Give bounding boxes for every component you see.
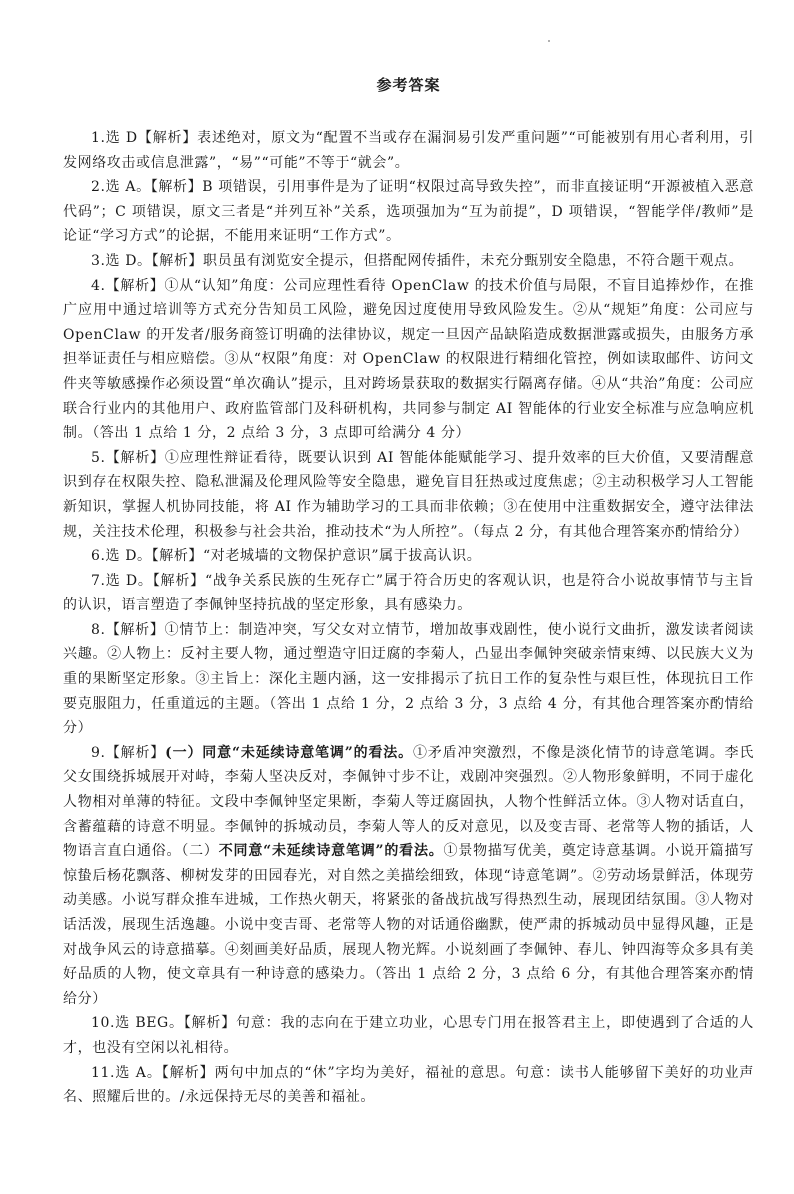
- answer-3: 3.选 D。【解析】职员虽有浏览安全提示，但搭配网传插件，未充分甄别安全隐患，不符合题干观点。: [91, 252, 744, 269]
- answer-9-view-disagree: 不同意“未延续诗意笔调”的看法。: [218, 843, 444, 860]
- answer-6: 6.选 D。【解析】“对老城墙的文物保护意识”属于拔高认识。: [91, 548, 482, 565]
- answer-7: 7.选 D。【解析】“战争关系民族的生死存亡”属于符合历史的客观认识，也是符合小说故事情节与主旨的认识，语言塑造了李佩钟坚持抗战的坚定形象，具有感染力。: [63, 572, 754, 614]
- answer-9-head: 9.【解析】: [91, 744, 166, 761]
- answer-8: 8.【解析】①情节上：制造冲突，写父女对立情节，增加故事戏剧性，使小说行文曲折，激发读者阅读兴趣。②人物上：反衬主要人物，通过塑造守旧迂腐的李菊人，凸显出李佩钟突破亲情束缚、以民族大义为重的果断坚定形象。③主旨上：深化主题内涵，这一安排揭示了抗日工作的复杂性与艰巨性，体现抗日工作要克服阻力，任重道远的主题。（答出 1 点给 1 分，2 点给 3 分，3 点给 4 分，有其他合理答案亦酌情给分）: [63, 621, 754, 737]
- answer-9: [35, 741, 754, 1012]
- answer-11: 11.选 A。【解析】两句中加点的“休”字均为美好，福祉的意思。句意：读书人能够留下美好的功业声名、照耀后世的。/永远保持无尽的美善和福祉。: [63, 1064, 754, 1106]
- page-title: 参考答案: [376, 76, 441, 94]
- scan-speck: [548, 40, 550, 42]
- answer-2: 2.选 A。【解析】B 项错误，引用事件是为了证明“权限过高导致失控”，而非直接证明“开源被植入恶意代码”；C 项错误，原文三者是“并列互补”关系，选项强加为“互为前提”，D 项错误，“智能学伴/教师”是论证“学习方式”的论据，不能用来证明“工作方式”。: [63, 179, 754, 245]
- answer-4: 4.【解析】①从“认知”角度：公司应理性看待 OpenClaw 的技术价值与局限，不盲目追捧炒作，在推广应用中通过培训等方式充分告知员工风险，避免因过度使用导致风险发生。②从“规矩”角度：公司应与 OpenClaw 的开发者/服务商签订明确的法律协议，规定一旦因产品缺陷造成数据泄露或损失，由服务方承担举证责任与相应赔偿。③从“权限”角度：对 OpenClaw 的权限进行精细化管控，例如读取邮件、访问文件夹等敏感操作必须设置“单次确认”提示，且对跨场景获取的数据实行隔离存储。④从“共治”角度：公司应联合行业内的其他用户、政府监管部门及科研机构，共同参与制定 AI 智能体的行业安全标准与应急响应机制。（答出 1 点给 1 分，2 点给 3 分，3 点即可给满分 4 分）: [63, 277, 754, 442]
- answer-10: 10.选 BEG。【解析】句意：我的志向在于建立功业，心思专门用在报答君主上，即使遇到了合适的人才，也没有空闲以礼相待。: [63, 1015, 754, 1056]
- answer-9-view-agree: (一）同意“未延续诗意笔调”的看法。: [165, 744, 413, 761]
- answer-9-points-disagree: ①景物描写优美，奠定诗意基调。小说开篇描写惊蛰后杨花飘落、柳树发芽的田园春光，对自然之美描绘细致，体现“诗意笔调”。②劳动场景鲜活，体现劳动美感。小说写群众推车进城，工作热火朝天，将紧张的备战抗战写得热烈生动，展现团结氛围。③人物对话活泼，展现生活逸趣。小说中变吉哥、老常等人物的对话通俗幽默，使严肃的拆城动员中显得风趣，正是对战争风云的诗意描摹。④刻画美好品质，展现人物光辉。小说刻画了李佩钟、春儿、钟四海等众多具有美好品质的人物，使文章具有一种诗意的感染力。（答出 1 点给 2 分，3 点给 6 分，有其他合理答案亦酌情给分）: [63, 843, 754, 1007]
- answer-9-points-agree: ①矛盾冲突激烈，不像是淡化情节的诗意笔调。李氏父女围绕拆城展开对峙，李菊人坚决反对，李佩钟寸步不让，戏剧冲突强烈。②人物形象鲜明，不同于虚化人物相对单薄的特征。文段中李佩钟坚定果断，李菊人等迂腐固执，人物个性鲜活立体。③人物对话直白，含蓄蕴藉的诗意不明显。李佩钟的拆城动员，李菊人等人的反对意见，以及变吉哥、老常等人物的插话，人物语言直白通俗。（二）: [63, 744, 754, 860]
- answer-5: 5.【解析】①应理性辩证看待，既要认识到 AI 智能体能赋能学习、提升效率的巨大价值，又要清醒意识到存在权限失控、隐私泄漏及伦理风险等安全隐患，避免盲目狂热或过度焦虑；②主动积极学习人工智能新知识，掌握人机协同技能，将 AI 作为辅助学习的工具而非依赖；③在使用中注重数据安全，遵守法律法规，关注技术伦理，积极参与社会共治，推动技术“为人所控”。（每点 2 分，有其他合理答案亦酌情给分）: [63, 449, 754, 540]
- answer-1: 1.选 D【解析】表述绝对，原文为“配置不当或存在漏洞易引发严重问题”“可能被别有用心者利用，引发网络攻击或信息泄露”，“易”“可能”不等于“就会”。: [63, 130, 754, 171]
